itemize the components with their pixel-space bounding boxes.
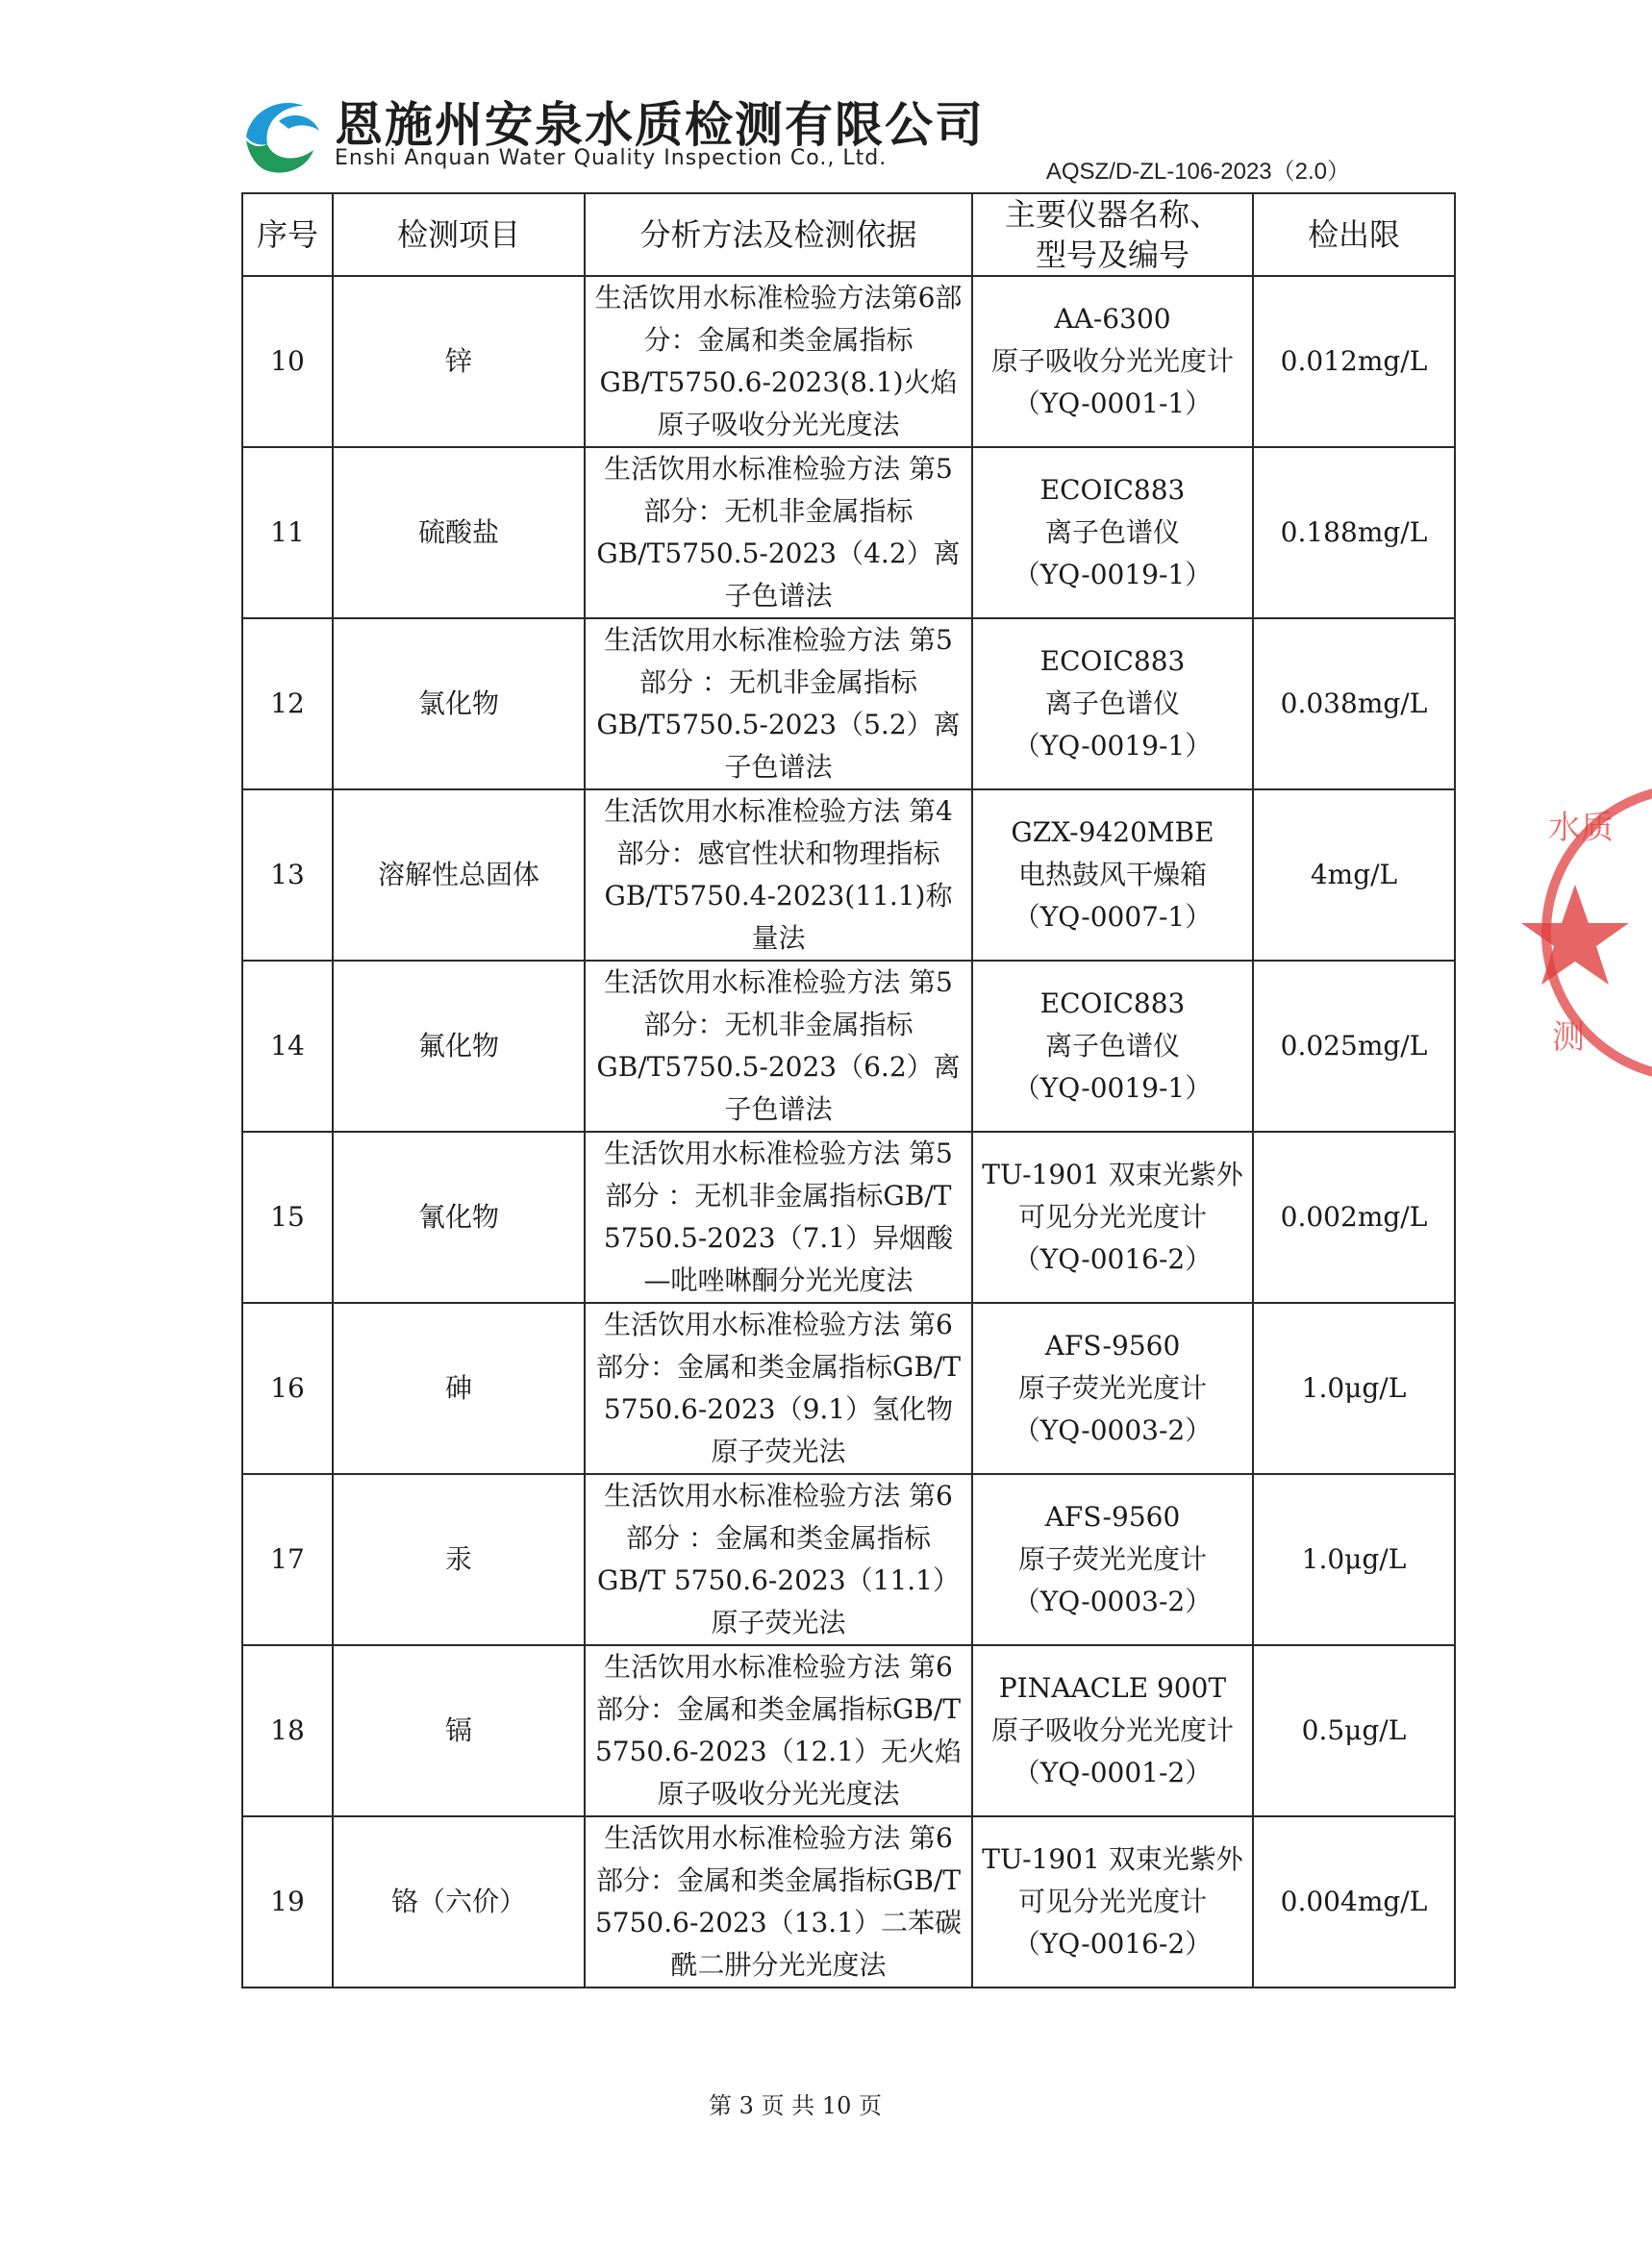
instrument-line: （YQ-0019-1） [1013,559,1213,590]
instrument-line: （YQ-0019-1） [1013,730,1213,762]
row-limit: 0.012mg/L [1253,276,1455,447]
row-no: 18 [242,1645,333,1816]
company-name-cn: 恩施州安泉水质检测有限公司 [335,96,985,153]
red-company-seal-icon [1537,769,1652,1096]
row-limit: 1.0μg/L [1253,1474,1455,1645]
row-method: 生活饮用水标准检验方法 第6部分：金属和类金属指标GB/T 5750.6-2023（13.1）二苯碳酰二肼分光光度法 [585,1816,972,1988]
row-method: 生活饮用水标准检验方法 第6部分 ：金属和类金属指标GB/T 5750.6-2023（11.1）原子荧光法 [585,1474,972,1645]
instrument-line: ECOIC883 [1039,645,1186,677]
table-row [242,276,1455,447]
row-instrument [972,447,1253,618]
row-no: 13 [242,789,333,961]
instrument-line: 电热鼓风干燥箱 [1017,859,1207,890]
company-name-en: Enshi Anquan Water Quality Inspection Co., Ltd. [335,146,888,170]
table-row [242,1303,1455,1474]
row-limit: 0.5μg/L [1253,1645,1455,1816]
instrument-line: 可见分光光度计 [1017,1201,1207,1233]
instrument-line: （YQ-0001-2） [1013,1757,1213,1788]
row-method: 生活饮用水标准检验方法 第5部分：无机非金属指标GB/T5750.5-2023（6.2）离子色谱法 [585,961,972,1132]
table-row [242,1474,1455,1645]
table-row [242,961,1455,1132]
row-limit: 0.038mg/L [1253,618,1455,789]
row-item: 溶解性总固体 [333,789,585,961]
row-instrument [972,789,1253,961]
row-instrument [972,276,1253,447]
row-instrument [972,618,1253,789]
row-no: 10 [242,276,333,447]
row-item: 氟化物 [333,961,585,1132]
row-method: 生活饮用水标准检验方法 第5部分：无机非金属指标GB/T5750.5-2023（4.2）离子色谱法 [585,447,972,618]
row-no: 16 [242,1303,333,1474]
row-item: 镉 [333,1645,585,1816]
header-no: 序号 [242,193,333,276]
instrument-line: 原子荧光光度计 [1017,1372,1207,1404]
row-item: 氯化物 [333,618,585,789]
row-no: 15 [242,1132,333,1303]
header-instrument: 主要仪器名称、型号及编号 [972,193,1253,276]
row-item: 硫酸盐 [333,447,585,618]
instrument-line: （YQ-0001-1） [1013,388,1213,419]
instrument-line: PINAACLE 900T [998,1672,1227,1704]
header-limit: 检出限 [1253,193,1455,276]
row-limit: 0.188mg/L [1253,447,1455,618]
instrument-line: 离子色谱仪 [1044,516,1180,548]
row-method: 生活饮用水标准检验方法 第6部分：金属和类金属指标GB/T 5750.6-2023（9.1）氢化物原子荧光法 [585,1303,972,1474]
instrument-line: （YQ-0003-2） [1013,1586,1213,1617]
row-limit: 0.004mg/L [1253,1816,1455,1988]
row-method: 生活饮用水标准检验方法 第4部分：感官性状和物理指标GB/T5750.4-2023(11.1)称量法 [585,789,972,961]
table-header-row [242,193,1455,276]
instrument-line: （YQ-0007-1） [1013,901,1213,933]
table-row [242,1132,1455,1303]
row-limit: 0.002mg/L [1253,1132,1455,1303]
instrument-line: 原子吸收分光光度计 [990,1714,1234,1746]
row-instrument [972,1645,1253,1816]
row-method: 生活饮用水标准检验方法 第5部分 ：无机非金属指标GB/T5750.5-2023（5.2）离子色谱法 [585,618,972,789]
header-item: 检测项目 [333,193,585,276]
row-item: 氰化物 [333,1132,585,1303]
row-no: 12 [242,618,333,789]
row-instrument [972,1303,1253,1474]
row-no: 17 [242,1474,333,1645]
document-code: AQSZ/D-ZL-106-2023（2.0） [1045,159,1350,185]
instrument-line: GZX-9420MBE [1011,816,1214,848]
row-method: 生活饮用水标准检验方法 第6部分：金属和类金属指标GB/T 5750.6-2023（12.1）无火焰原子吸收分光光度法 [585,1645,972,1816]
instrument-line: （YQ-0019-1） [1013,1072,1213,1104]
table-row [242,1816,1455,1988]
instrument-line: （YQ-0016-2） [1013,1928,1213,1960]
water-drop-wave-icon [240,92,325,177]
row-instrument [972,1474,1253,1645]
instrument-line: 离子色谱仪 [1044,1030,1180,1062]
instrument-line: 原子荧光光度计 [1017,1543,1207,1575]
instrument-line: ECOIC883 [1039,988,1186,1019]
instrument-line: ECOIC883 [1039,474,1186,506]
table-row [242,1645,1455,1816]
instrument-line: （YQ-0016-2） [1013,1243,1213,1275]
row-limit: 1.0μg/L [1253,1303,1455,1474]
table-row [242,618,1455,789]
instrument-line: AFS-9560 [1044,1330,1181,1362]
row-instrument [972,1132,1253,1303]
row-item: 汞 [333,1474,585,1645]
svg-text:水质: 水质 [1548,809,1614,847]
row-item: 锌 [333,276,585,447]
detection-methods-table [241,192,1456,1988]
row-no: 11 [242,447,333,618]
instrument-line: AFS-9560 [1044,1501,1181,1533]
instrument-line: 离子色谱仪 [1044,688,1180,719]
row-item: 砷 [333,1303,585,1474]
row-method: 生活饮用水标准检验方法第6部分：金属和类金属指标GB/T5750.6-2023(8.1)火焰原子吸收分光光度法 [585,276,972,447]
instrument-line: TU-1901 双束光紫外 [982,1843,1243,1875]
table-row [242,447,1455,618]
row-limit: 4mg/L [1253,789,1455,961]
svg-text:测: 测 [1552,1018,1585,1057]
row-limit: 0.025mg/L [1253,961,1455,1132]
row-instrument [972,1816,1253,1988]
row-instrument [972,961,1253,1132]
row-no: 19 [242,1816,333,1988]
row-no: 14 [242,961,333,1132]
header-method: 分析方法及检测依据 [585,193,972,276]
instrument-line: （YQ-0003-2） [1013,1414,1213,1446]
instrument-line: TU-1901 双束光紫外 [982,1159,1243,1190]
page-number: 第 3 页 共 10 页 [709,2092,882,2119]
instrument-line: 可见分光光度计 [1017,1886,1207,1917]
instrument-line: 原子吸收分光光度计 [990,345,1234,377]
row-item: 铬（六价） [333,1816,585,1988]
table-row [242,789,1455,961]
instrument-line: AA-6300 [1054,303,1171,335]
row-method: 生活饮用水标准检验方法 第5部分 ：无机非金属指标GB/T 5750.5-2023（7.1）异烟酸—吡唑啉酮分光光度法 [585,1132,972,1303]
